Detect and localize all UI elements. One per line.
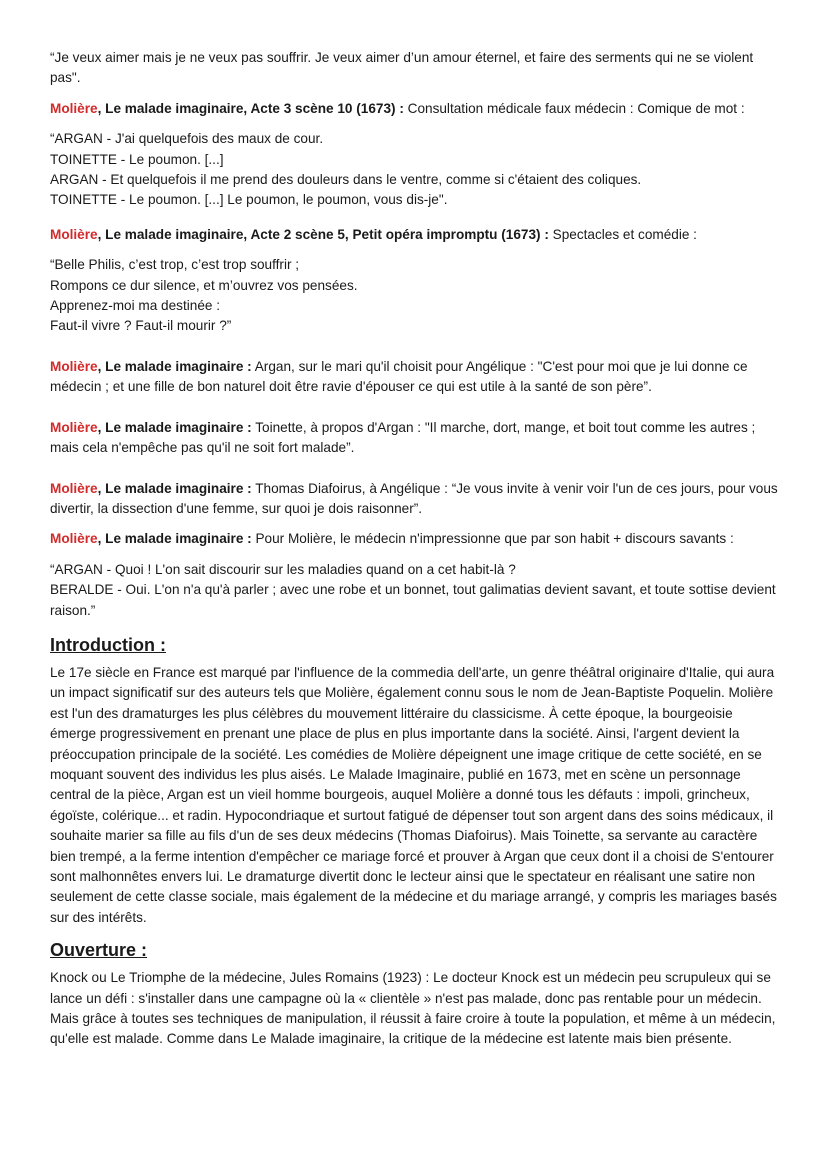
document-page [50,48,780,1050]
reference-heading [50,529,780,549]
quote-block [50,560,780,621]
quote-line: “ARGAN - J'ai quelquefois des maux de cour. [50,131,324,147]
reference-heading [50,99,780,119]
quote-block [50,129,780,211]
reference-paragraph [50,479,780,520]
reference-paragraph [50,357,780,398]
work-title: , Le malade imaginaire : [97,358,252,374]
reference-description: Thomas Diafoirus, à Angélique : “Je vous invite à venir voir l'un de ces jours, pour vous divertir, la dissection d'une femme, sur quoi je dois raisonner”. [50,480,778,516]
reference-description: Pour Molière, le médecin n'impressionne que par son habit + discours savants : [251,531,734,547]
reference-paragraph [50,418,780,459]
work-title: , Le malade imaginaire, Acte 2 scène 5, Petit opéra impromptu (1673) : [97,226,549,242]
quote-line: ARGAN - Et quelquefois il me prend des douleurs dans le ventre, comme si c'étaient des coliques. [50,172,642,188]
quote-line: Faut-il vivre ? Faut-il mourir ?” [50,318,232,334]
author-name: Molière [50,531,98,547]
reference-heading [50,225,780,245]
ouverture-title: Ouverture : [50,940,148,961]
work-title: , Le malade imaginaire, Acte 3 scène 10 (1673) : [97,100,404,116]
author-name: Molière [50,419,98,435]
quote-line: Apprenez-moi ma destinée : [50,298,221,314]
quote-line: “ARGAN - Quoi ! L'on sait discourir sur les maladies quand on a cet habit-là ? [50,561,516,577]
intro-quote: “Je veux aimer mais je ne veux pas souffrir. Je veux aimer d’un amour éternel, et faire des serments qui ne se violent pas". [50,50,754,86]
introduction-title: Introduction : [50,634,166,655]
quote-line: Rompons ce dur silence, et m’ouvrez vos pensées. [50,277,358,293]
quote-line: TOINETTE - Le poumon. [...] Le poumon, le poumon, vous dis-je". [50,192,448,208]
work-title: , Le malade imaginaire : [97,531,252,547]
quote-line: TOINETTE - Le poumon. [...] [50,151,224,167]
quote-line: BERALDE - Oui. L'on n'a qu'à parler ; avec une robe et un bonnet, tout galimatias devient savant, et toute sottise devient raison.” [50,582,776,618]
author-name: Molière [50,480,98,496]
reference-description: Argan, sur le mari qu'il choisit pour Angélique : "C'est pour moi que je lui donne ce médecin ; et une fille de bon naturel doit être ravie d'épouser ce qui est utile à la santé de son père”. [50,358,748,395]
reference-description: Toinette, à propos d'Argan : "Il marche, dort, mange, et boit tout comme les autres ; mais cela n'empêche pas qu'il ne soit fort malade”. [50,419,756,456]
reference-description: Spectacles et comédie : [548,226,697,242]
work-title: , Le malade imaginaire : [97,419,252,435]
quote-line: “Belle Philis, c’est trop, c’est trop souffrir ; [50,257,300,273]
author-name: Molière [50,226,98,242]
author-name: Molière [50,100,98,116]
work-title: , Le malade imaginaire : [97,480,252,496]
quote-block [50,255,780,337]
ouverture-text: Knock ou Le Triomphe de la médecine, Jules Romains (1923) : Le docteur Knock est un médecin peu scrupuleux qui se lance un défi : s'installer dans une campagne où la « clientèle » n'est pas malade, donc pas rentable pour un médecin. Mais grâce à toutes ses techniques de manipulation, il réussit à faire croire à toute la population, et même à un médecin, qu'elle est malade. Comme dans Le Malade imaginaire, la critique de la médecine est latente mais bien présente. [50,970,776,1047]
introduction-text: Le 17e siècle en France est marqué par l'influence de la commedia dell'arte, un genre théâtral originaire d'Italie, qui aura un impact significatif sur des auteurs tels que Molière, également connu sous le nom de Jean-Baptiste Poquelin. Molière est l'un des dramaturges les plus célèbres du mouvement littéraire du classicisme. À cette époque, la bourgeoisie émerge progressivement en prenant une place de plus en plus importante dans la société. Ainsi, l'argent devient la préoccupation principale de la société. Les comédies de Molière dépeignent une image critique de cette société, en se moquant souvent des individus les plus aisés. Le Malade Imaginaire, publié en 1673, met en scène un personnage central de la pièce, Argan est un vieil homme bourgeois, auquel Molière a donné tous les défauts : impoli, grincheux, égoïste, colérique... et radin. Hypocondriaque et surtout fatigué de dépenser tout son argent dans des soins médicaux, il souhaite marier sa fille au fils d'un de ses deux médecins (Thomas Diafoirus). Mais Toinette, sa servante au caractère bien trempé, a la ferme intention d'empêcher ce mariage forcé et prouver à Argan que ceux dont il a choisi de S'entourer sont malhonnêtes envers lui. Le dramaturge divertit donc le lecteur ainsi que le spectateur en réalisant une satire non seulement de cette classe sociale, mais également de la médecine et du mariage arrangé, y compris les mariages basés sur des intérêts. [50,664,777,925]
author-name: Molière [50,358,98,374]
reference-description: Consultation médicale faux médecin : Comique de mot : [403,100,745,116]
